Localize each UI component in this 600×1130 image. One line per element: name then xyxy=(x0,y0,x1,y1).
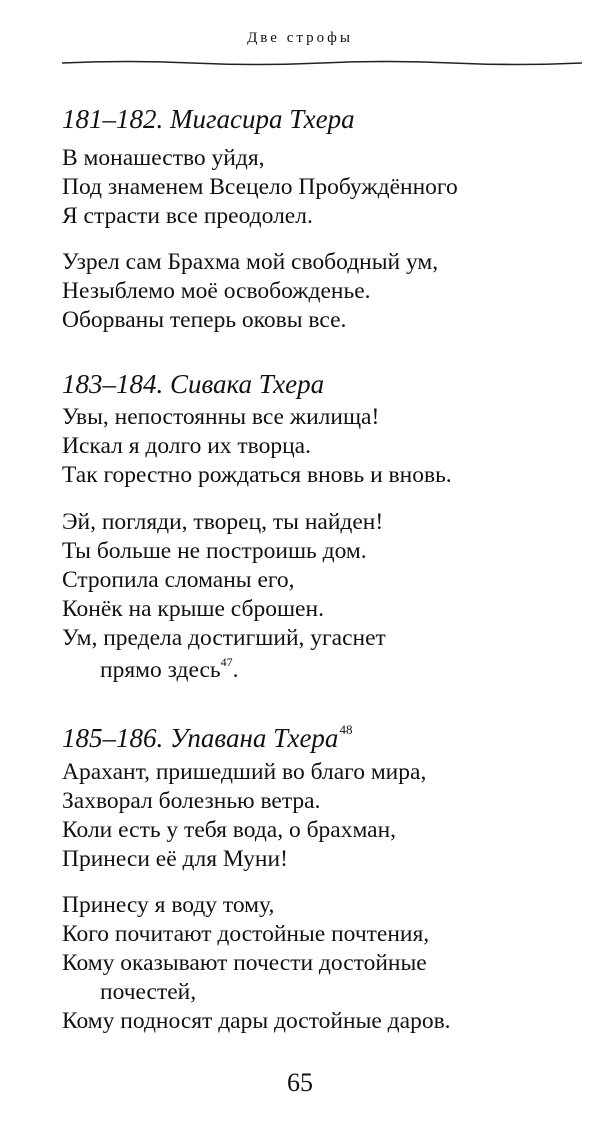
poem-line: Узрел сам Брахма мой свободный ум, xyxy=(62,249,439,275)
poem-line: Коли есть у тебя вода, о брахман, xyxy=(62,817,397,843)
poem-line: Захворал болезнью ветра. xyxy=(62,788,321,814)
poem-line-text: прямо здесь xyxy=(100,657,221,683)
poem-line: Арахант, пришедший во благо мира, xyxy=(62,759,427,785)
poem-line: В монашество уйдя, xyxy=(62,145,265,171)
poem-line: Принеси её для Муни! xyxy=(62,846,288,872)
poem-line: Кого почитают достойные почтения, xyxy=(62,921,430,947)
page-number: 65 xyxy=(287,1068,313,1097)
poem-line xyxy=(100,655,239,684)
footnote-ref: 47 xyxy=(220,655,233,669)
footnote-ref: 48 xyxy=(339,722,353,737)
poem-line: Принесу я воду тому, xyxy=(62,892,275,918)
poem-line: Оборваны теперь оковы все. xyxy=(62,307,347,333)
poem-title: 183–184. Сивака Тхера xyxy=(62,369,325,399)
poem-line: Стропила сломаны его, xyxy=(62,567,295,593)
poem-line: Я страсти все преодолел. xyxy=(62,203,313,229)
poem-line: почестей, xyxy=(100,979,197,1005)
poem-line: Кому подносят дары достойные даров. xyxy=(62,1008,451,1034)
poem-line: Незыблемо моё освобожденье. xyxy=(62,278,371,304)
poem-line: Увы, непостоянны все жилища! xyxy=(62,404,380,430)
poem-line: Ум, предела достигший, угаснет xyxy=(62,625,386,651)
poem-line: Искал я долго их творца. xyxy=(62,433,311,459)
poem-title-text: 185–186. Упавана Тхера xyxy=(62,723,339,753)
running-head: Две строфы xyxy=(247,30,353,46)
period: . xyxy=(232,657,239,683)
poem-line: Так горестно рождаться вновь и вновь. xyxy=(62,462,452,488)
poem-line: Под знаменем Всецело Пробуждённого xyxy=(62,174,458,200)
poem-title xyxy=(62,722,352,754)
header-rule xyxy=(62,58,582,68)
poem-title: 181–182. Мигасира Тхера xyxy=(62,104,355,134)
poem-line: Эй, погляди, творец, ты найден! xyxy=(62,509,384,535)
poem-line: Конёк на крыше сброшен. xyxy=(62,596,324,622)
poem-line: Ты больше не построишь дом. xyxy=(62,538,367,564)
poem-line: Кому оказывают почести достойные xyxy=(62,950,427,976)
